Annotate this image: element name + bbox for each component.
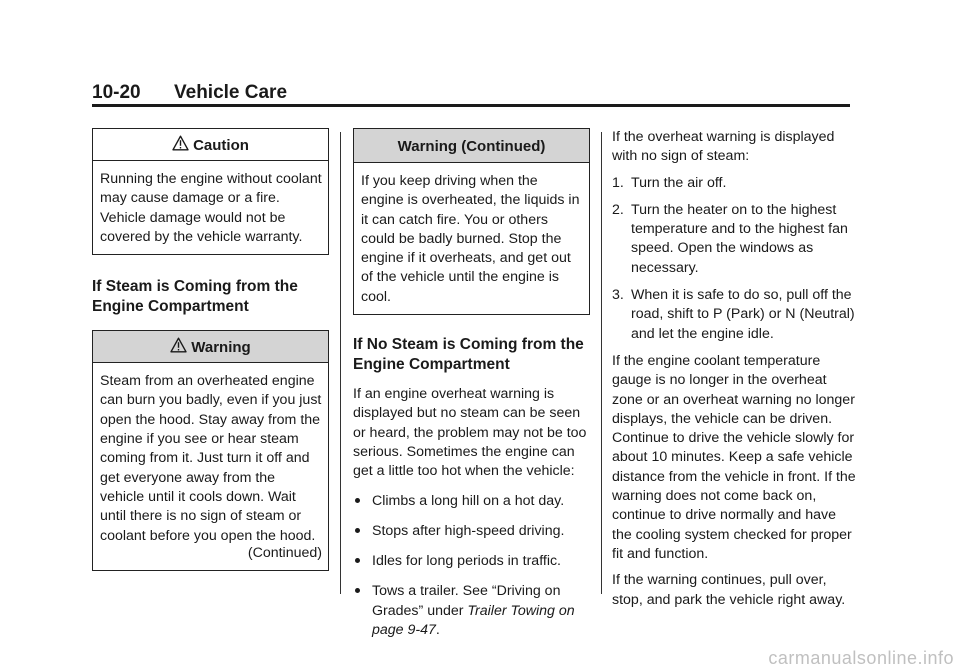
no-steam-intro: If an engine overheat warning is displayed but no steam can be seen or heard, the problem may not be too serious. Sometimes the engine can get a little too hot when the vehicle: <box>353 386 587 480</box>
caution-title: Caution <box>193 137 249 154</box>
warning-box-header <box>93 331 328 363</box>
column-2 <box>353 128 590 651</box>
column-divider-1 <box>340 132 341 594</box>
list-item: Idles for long periods in traffic. <box>353 552 590 571</box>
bullet-dot <box>355 498 360 503</box>
column-3 <box>612 128 856 617</box>
trailer-towing-reference[interactable]: Trailer Towing on page 9-47 <box>372 602 575 639</box>
list-item: Climbs a long hill on a hot day. <box>353 492 590 511</box>
header-rule <box>92 104 850 107</box>
watermark: carmanualsonline.info <box>768 648 954 668</box>
caution-box-header <box>93 129 328 161</box>
warning-continued-body: If you keep driving when the engine is overheated, the liquids in it can catch fire. You or others could be badly burned. Stop the engine if it overheats, and get out of the vehicle until the engine is cool. <box>361 173 580 305</box>
warning-body: Steam from an overheated engine can burn you badly, even if you just open the hood. Stay away from the engine if you see or hear steam coming from it. Just turn it off and get everyone away from the vehicle until it cools down. Wait until there is no sign of steam or coolant before you open the hood. <box>100 373 322 544</box>
continued-label: (Continued) <box>247 544 322 561</box>
warning-continued-box <box>353 128 590 315</box>
warning-box-body <box>93 363 328 570</box>
no-steam-heading: If No Steam is Coming from the Engine Compartment <box>353 336 584 374</box>
list-item: 2. Turn the heater on to the highest temperature and to the highest fan speed. Open the windows as necessary. <box>612 201 848 276</box>
bullet-dot <box>355 588 360 593</box>
page-header <box>92 82 850 112</box>
overheat-intro: If the overheat warning is displayed with no sign of steam: <box>612 129 835 165</box>
overheat-causes-list <box>353 492 590 641</box>
column-1 <box>92 128 329 593</box>
column-divider-2 <box>601 132 602 594</box>
section-title: Vehicle Care <box>174 82 288 103</box>
alert-triangle-icon <box>170 337 187 353</box>
bullet-dot <box>355 558 360 563</box>
coolant-gauge-paragraph: If the engine coolant temperature gauge is no longer in the overheat zone or an overheat warning no longer displays, the vehicle can be driven. Continue to drive the vehicle slowly for about 10 minutes. Keep a safe vehicle distance from the vehicle in front. If the warning does not come back on, continue to drive normally and have the cooling system checked for proper fit and function. <box>612 352 856 562</box>
warning-box <box>92 330 329 571</box>
caution-body: Running the engine without coolant may cause damage or a fire. Vehicle damage would not be covered by the vehicle warranty. <box>100 171 322 245</box>
bullet-dot <box>355 528 360 533</box>
steam-heading: If Steam is Coming from the Engine Compartment <box>92 278 298 316</box>
alert-triangle-icon <box>172 135 189 151</box>
list-item: Stops after high-speed driving. <box>353 522 590 541</box>
overheat-steps-list <box>612 174 856 344</box>
page-number: 10-20 <box>92 82 141 103</box>
list-item: 3. When it is safe to do so, pull off the road, shift to P (Park) or N (Neutral) and let the engine idle. <box>612 287 855 342</box>
list-item: 1. Turn the air off. <box>612 174 727 191</box>
warning-continues-paragraph: If the warning continues, pull over, stop, and park the vehicle right away. <box>612 572 846 608</box>
list-item: Tows a trailer. See “Driving on Grades” under Trailer Towing on page 9-47. <box>353 582 590 640</box>
warning-continued-header: Warning (Continued) <box>354 129 589 163</box>
caution-box <box>92 128 329 255</box>
warning-title: Warning <box>191 339 251 357</box>
